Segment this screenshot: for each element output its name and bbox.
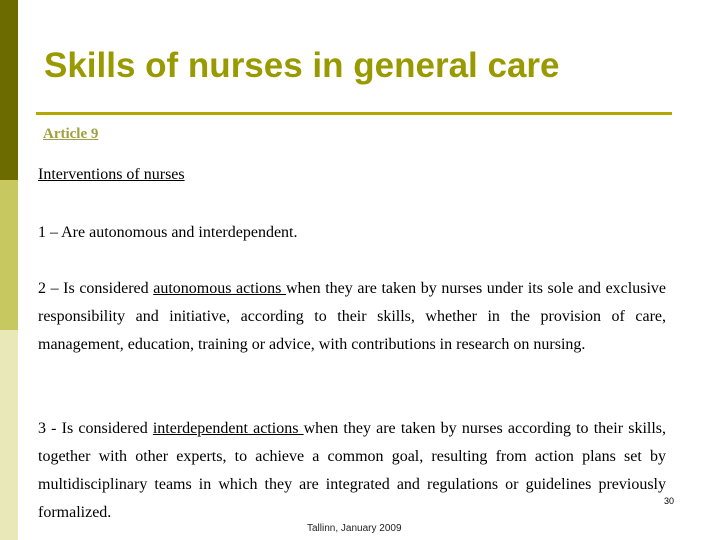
side-bar-mid [0,180,18,330]
article-label: Article 9 [43,126,99,142]
title-divider [36,112,672,115]
section-heading: Interventions of nurses [38,166,185,183]
term-autonomous-actions: autonomous actions [153,280,286,297]
paragraph-3-body: when they are taken by nurses according to their skills, together with other experts, to achieve a common goal, resulting from action plans set by multidisciplinary teams in which they are integrated and regulations or guidelines previously formalized. [38,420,667,521]
footer-text: Tallinn, January 2009 [307,523,402,534]
side-bar-dark [0,0,18,180]
paragraph-2 [38,275,666,359]
paragraph-2-lead: 2 – Is considered [38,280,154,297]
side-bar-light [0,330,18,540]
paragraph-3 [38,415,666,527]
paragraph-2-body: when they are taken by nurses under its sole and exclusive responsibility and initiative, according to their skills, whether in the provision of care, management, education, training or advice, with contributions in research on nursing. [38,280,667,353]
paragraph-1: 1 – Are autonomous and interdependent. [38,224,298,241]
page-number: 30 [664,496,675,506]
term-interdependent-actions: interdependent actions [152,420,304,437]
slide-title: Skills of nurses in general care [44,46,560,85]
paragraph-3-lead: 3 - Is considered [38,420,153,437]
